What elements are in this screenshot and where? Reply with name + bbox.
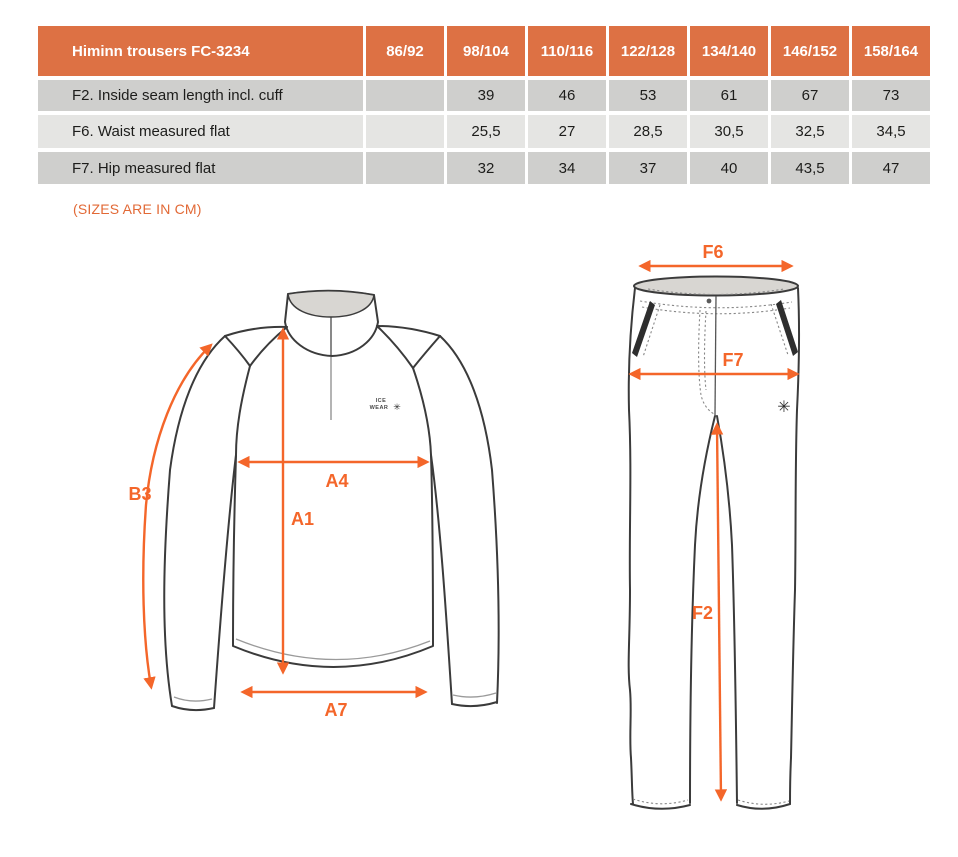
left-pocket xyxy=(632,301,655,357)
measure-label-a4: A4 xyxy=(325,471,349,491)
value-cell xyxy=(366,152,444,184)
sweater-measurement-diagram xyxy=(110,260,530,730)
value-cell: 43,5 xyxy=(771,152,849,184)
value-cell xyxy=(366,115,444,148)
value-cell: 27 xyxy=(528,115,606,148)
value-cell: 32 xyxy=(447,152,525,184)
snowflake-icon: ✳ xyxy=(393,402,401,412)
size-column-header: 98/104 xyxy=(447,26,525,76)
measure-label-f7: F7 xyxy=(722,350,744,370)
value-cell: 73 xyxy=(852,80,930,111)
size-column-header: 110/116 xyxy=(528,26,606,76)
value-cell: 37 xyxy=(609,152,687,184)
row-label-cell: F6. Waist measured flat xyxy=(38,115,363,148)
value-cell: 30,5 xyxy=(690,115,768,148)
size-column-header: 146/152 xyxy=(771,26,849,76)
value-cell: 40 xyxy=(690,152,768,184)
trousers-measure-arrows xyxy=(632,242,796,798)
size-column-header: 158/164 xyxy=(852,26,930,76)
row-label-cell: F2. Inside seam length incl. cuff xyxy=(38,80,363,111)
brand-logo-line2: WEAR xyxy=(369,405,389,411)
size-column-header: 86/92 xyxy=(366,26,444,76)
value-cell: 46 xyxy=(528,80,606,111)
brand-logo xyxy=(370,398,402,412)
size-column-header: 122/128 xyxy=(609,26,687,76)
brand-logo-line1: ICE xyxy=(375,398,387,404)
value-cell xyxy=(366,80,444,111)
measure-arrow-b3 xyxy=(143,346,210,686)
value-cell: 39 xyxy=(447,80,525,111)
value-cell: 32,5 xyxy=(771,115,849,148)
value-cell: 53 xyxy=(609,80,687,111)
waist-button xyxy=(707,299,712,304)
row-label-cell: F7. Hip measured flat xyxy=(38,152,363,184)
value-cell: 25,5 xyxy=(447,115,525,148)
right-pocket xyxy=(776,300,798,356)
measure-label-f6: F6 xyxy=(702,242,724,262)
measure-arrow-f2 xyxy=(717,426,721,798)
measure-label-a7: A7 xyxy=(324,700,348,720)
sizes-unit-note: (SIZES ARE IN CM) xyxy=(73,201,202,217)
product-header-cell: Himinn trousers FC-3234 xyxy=(38,26,363,76)
value-cell: 47 xyxy=(852,152,930,184)
measure-label-f2: F2 xyxy=(691,603,713,623)
value-cell: 61 xyxy=(690,80,768,111)
value-cell: 28,5 xyxy=(609,115,687,148)
trousers-outline xyxy=(629,277,799,809)
trousers-measurement-diagram xyxy=(610,240,825,835)
measure-label-b3: B3 xyxy=(128,484,152,504)
snowflake-icon: ✳ xyxy=(777,399,791,416)
measure-label-a1: A1 xyxy=(291,509,315,529)
value-cell: 67 xyxy=(771,80,849,111)
value-cell: 34 xyxy=(528,152,606,184)
size-table xyxy=(38,26,930,184)
sweater-outline xyxy=(164,291,498,710)
value-cell: 34,5 xyxy=(852,115,930,148)
size-column-header: 134/140 xyxy=(690,26,768,76)
